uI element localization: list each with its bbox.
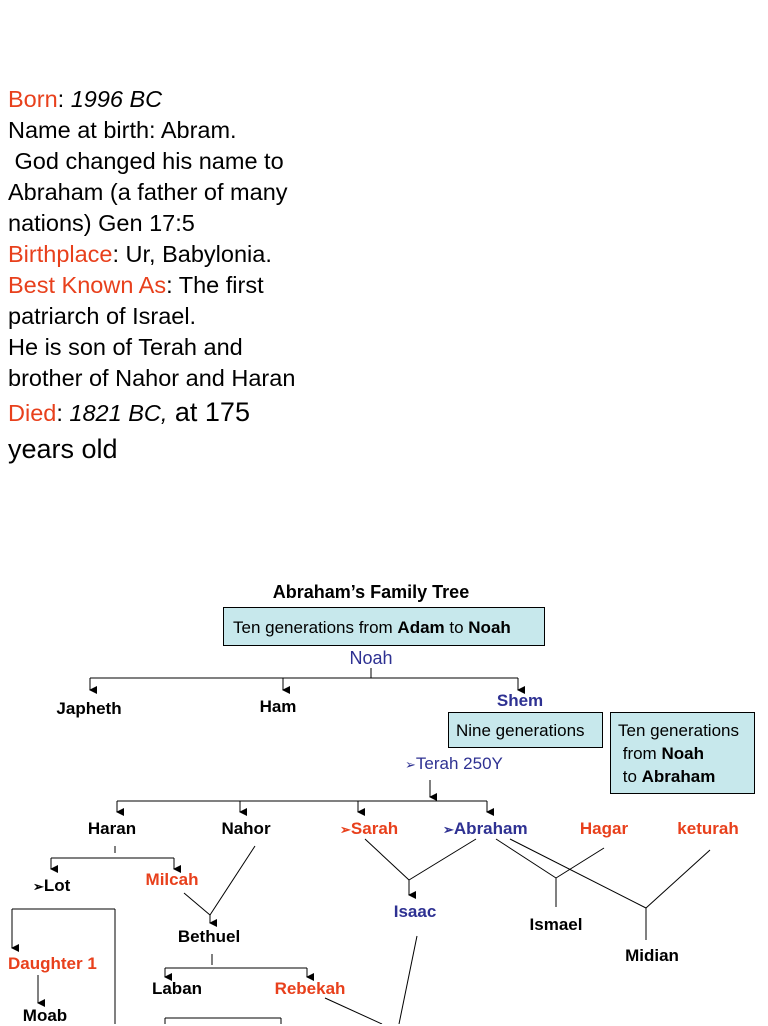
- birthplace-label: Birthplace: [8, 241, 113, 267]
- known-value-1: The first: [172, 272, 264, 298]
- name-change-line-3: nations) Gen 17:5: [8, 210, 195, 236]
- node-keturah: keturah: [677, 819, 739, 838]
- noah-box-line1: Ten generations: [618, 721, 739, 740]
- known-label: Best Known As: [8, 272, 167, 298]
- node-hagar: Hagar: [579, 819, 629, 838]
- noah-box-abraham: Abraham: [641, 767, 716, 786]
- node-nahor: Nahor: [221, 819, 271, 838]
- noah-to-abraham-box: [610, 712, 755, 794]
- family-line-1: He is son of Terah and: [8, 334, 243, 360]
- milcah-to-bethuel-line: [184, 893, 210, 915]
- family-line-2: brother of Nahor and Haran: [8, 365, 296, 391]
- rebekah-to-jacob-line: [325, 998, 382, 1024]
- node-terah: ➢Terah 250Y: [405, 754, 503, 773]
- birth-name-line: Name at birth: Abram.: [8, 117, 237, 143]
- birthplace-value: Ur, Babylonia.: [119, 241, 272, 267]
- node-shem: Shem: [496, 691, 544, 710]
- hagar-to-ismael-line: [556, 848, 604, 878]
- node-milcah: Milcah: [145, 870, 199, 889]
- node-noah: Noah: [349, 648, 393, 668]
- adam-to-noah-box: [223, 607, 545, 646]
- died-age-1: at 175: [167, 397, 250, 427]
- node-japheth: Japheth: [56, 699, 122, 718]
- born-label: Born: [8, 86, 58, 112]
- abraham-to-ismael-line: [496, 839, 556, 878]
- known-line: Best Known As: The first: [8, 272, 264, 298]
- adam-box-from: Adam: [397, 618, 445, 637]
- node-ismael: Ismael: [529, 915, 583, 934]
- died-value: 1821 BC,: [69, 400, 168, 426]
- node-laban: Laban: [151, 979, 203, 998]
- known-line-2: patriarch of Israel.: [8, 303, 197, 329]
- nine-generations-box: [448, 712, 603, 748]
- adam-box-mid: to: [444, 618, 469, 637]
- died-age-2: years old: [8, 434, 118, 464]
- node-midian: Midian: [625, 946, 679, 965]
- node-isaac: Isaac: [393, 902, 437, 921]
- node-moab: Moab: [22, 1006, 68, 1025]
- terah-bullet-icon: ➢: [405, 757, 416, 772]
- adam-box-pre: Ten generations from: [233, 618, 398, 637]
- node-abraham: ➢Abraham: [443, 819, 528, 838]
- name-change-line-2: Abraham (a father of many: [8, 179, 288, 205]
- sarah-bullet-icon: ➢: [340, 822, 351, 837]
- nine-generations-text: Nine generations: [456, 721, 585, 740]
- died-line: Died: 1821 BC, at 175: [8, 397, 250, 427]
- noah-box-line3: to Abraham: [618, 767, 716, 786]
- node-sarah: ➢Sarah: [340, 819, 399, 838]
- node-rebekah: Rebekah: [274, 979, 346, 998]
- nahor-to-bethuel-line: [210, 846, 255, 915]
- noah-box-line2: from Noah: [618, 744, 704, 763]
- born-line: Born: 1996 BC: [8, 86, 163, 112]
- node-bethuel: Bethuel: [177, 927, 241, 946]
- node-daughter1: Daughter 1: [8, 954, 97, 973]
- node-haran: Haran: [87, 819, 137, 838]
- adam-box-to: Noah: [468, 618, 511, 637]
- died-label: Died: [8, 400, 57, 426]
- sarah-to-isaac-line: [365, 839, 409, 880]
- family-tree-title: Abraham’s Family Tree: [272, 582, 470, 602]
- isaac-to-jacob-line: [399, 936, 417, 1024]
- lot-bullet-icon: ➢: [33, 879, 44, 894]
- name-change-line-1: God changed his name to: [8, 148, 284, 174]
- birthplace-line: Birthplace: Ur, Babylonia.: [8, 241, 272, 267]
- keturah-to-midian-line: [646, 850, 710, 908]
- abraham-to-isaac-line: [409, 839, 476, 880]
- node-ham: Ham: [259, 697, 297, 716]
- abraham-to-midian-line: [510, 839, 646, 908]
- noah-box-noah: Noah: [661, 744, 704, 763]
- abraham-bullet-icon: ➢: [443, 822, 454, 837]
- born-value: 1996 BC: [70, 86, 163, 112]
- node-lot: ➢Lot: [33, 876, 71, 895]
